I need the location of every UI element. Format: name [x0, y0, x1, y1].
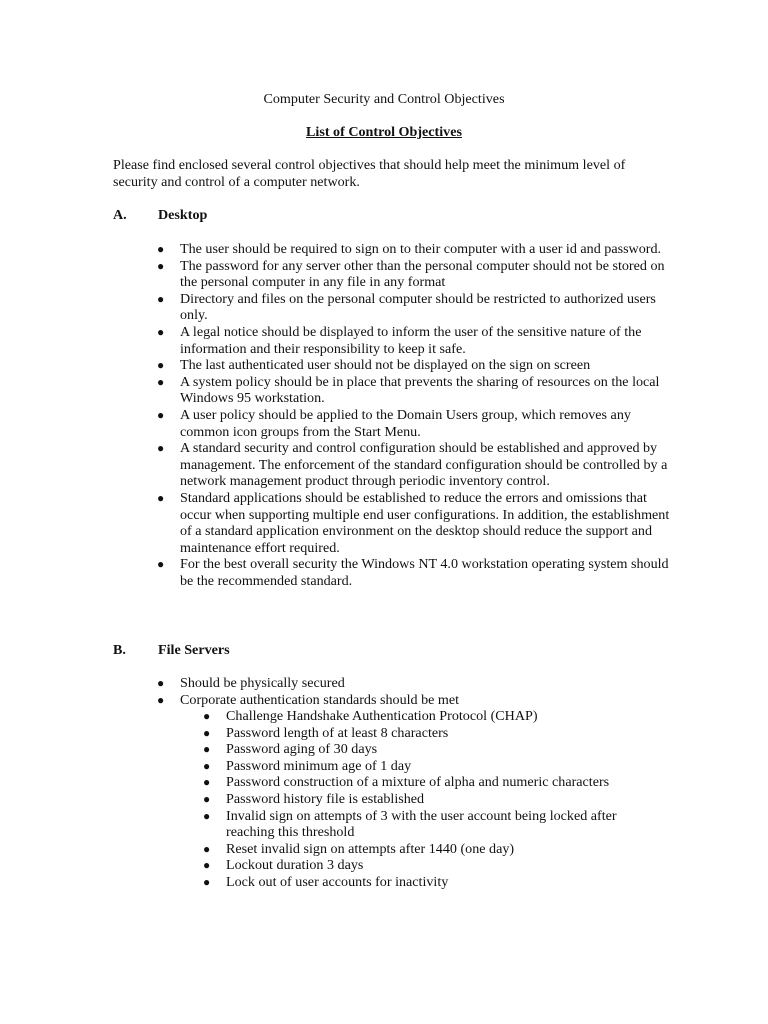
section-a-heading — [113, 207, 207, 224]
bullet-icon: ● — [157, 676, 165, 690]
document-title: Computer Security and Control Objectives — [263, 91, 505, 107]
section-b-title: File Servers — [158, 642, 230, 658]
sublist-item-text: Password length of at least 8 characters — [226, 724, 449, 741]
bullet-icon: ● — [203, 808, 211, 823]
bullet-icon: ● — [203, 841, 211, 856]
list-item — [157, 675, 670, 692]
section-b-list — [157, 675, 670, 708]
bullet-icon: ● — [157, 242, 165, 256]
sublist-item-text: Reset invalid sign on attempts after 1440 (one day) — [226, 840, 515, 857]
sublist-item-text: Challenge Handshake Authentication Protocol (CHAP) — [226, 708, 538, 724]
bullet-icon: ● — [157, 692, 165, 707]
intro-paragraph: Please find enclosed several control objectives that should help meet the minimum level of security and control of a computer network. — [113, 157, 626, 190]
list-item-text: Directory and files on the personal computer should be restricted to authorized users only. — [180, 290, 656, 324]
sublist-item-text: Password minimum age of 1 day — [226, 757, 412, 774]
sublist-item — [203, 807, 656, 841]
list-item — [157, 691, 670, 709]
list-item — [157, 357, 670, 374]
sublist-item-text: Invalid sign on attempts of 3 with the user account being locked after reaching this threshold — [226, 807, 617, 841]
section-a-letter: A. — [113, 207, 127, 223]
sublist-item — [203, 790, 656, 808]
list-item-text: Corporate authentication standards should be met — [180, 691, 460, 708]
bullet-icon: ● — [157, 258, 165, 273]
bullet-icon: ● — [203, 858, 211, 873]
bullet-icon: ● — [157, 358, 165, 373]
list-item-text: Standard applications should be established to reduce the errors and omissions that occur when supporting multiple end user configurations. In addition, the establishment of a standard application environment on the desktop should reduce the support and maintenance effort required. — [180, 489, 670, 556]
bullet-icon: ● — [203, 725, 211, 740]
bullet-icon: ● — [203, 758, 211, 773]
sublist-item — [203, 857, 656, 874]
sublist-item — [203, 708, 656, 725]
list-item-text: The last authenticated user should not be displayed on the sign on screen — [180, 357, 591, 374]
bullet-icon: ● — [203, 742, 211, 757]
section-a-list — [157, 241, 670, 589]
bullet-icon: ● — [203, 709, 211, 723]
list-item — [157, 406, 670, 440]
sublist-item — [203, 757, 656, 775]
bullet-icon: ● — [157, 407, 165, 422]
sublist-item — [203, 774, 656, 791]
bullet-icon: ● — [157, 291, 165, 306]
list-item — [157, 440, 670, 490]
list-item — [157, 489, 670, 556]
bullet-icon: ● — [157, 490, 165, 505]
sublist-item-text: Password aging of 30 days — [226, 741, 378, 758]
section-b-letter: B. — [113, 642, 126, 658]
sublist-item-text: Lock out of user accounts for inactivity — [226, 873, 449, 890]
sublist-item — [203, 840, 656, 858]
list-item-text: The user should be required to sign on to their computer with a user id and password. — [180, 241, 662, 257]
bullet-icon: ● — [203, 775, 211, 790]
list-item-text: For the best overall security the Windows NT 4.0 workstation operating system should be the recommended standard. — [180, 556, 669, 589]
list-item-text: Should be physically secured — [180, 675, 345, 691]
section-b-sublist — [203, 708, 656, 891]
sublist-item — [203, 724, 656, 742]
sublist-item-text: Password history file is established — [226, 790, 425, 807]
bullet-icon: ● — [157, 441, 165, 456]
list-item — [157, 257, 670, 291]
list-item — [157, 373, 670, 407]
list-item — [157, 323, 670, 357]
bullet-icon: ● — [203, 874, 211, 889]
list-item-text: A standard security and control configuration should be established and approved by management. The enforcement of the standard configuration should be controlled by a network management product through periodic inventory control. — [180, 440, 668, 490]
section-b-heading — [113, 642, 230, 659]
sublist-item — [203, 873, 656, 891]
document-subtitle: List of Control Objectives — [306, 124, 462, 140]
list-item-text: A system policy should be in place that prevents the sharing of resources on the local Windows 95 workstation. — [180, 373, 660, 407]
sublist-item-text: Lockout duration 3 days — [226, 857, 364, 874]
list-item — [157, 290, 670, 324]
list-item — [157, 241, 670, 258]
bullet-icon: ● — [157, 324, 165, 339]
sublist-item — [203, 741, 656, 758]
list-item-text: A legal notice should be displayed to inform the user of the sensitive nature of the information and their responsibility to keep it safe. — [180, 323, 642, 357]
list-item-text: A user policy should be applied to the Domain Users group, which removes any common icon groups from the Start Menu. — [180, 406, 631, 440]
section-a-title: Desktop — [158, 207, 208, 223]
sublist-item-text: Password construction of a mixture of alpha and numeric characters — [226, 774, 610, 791]
list-item-text: The password for any server other than the personal computer should not be stored on the personal computer in any file in any format — [180, 257, 665, 291]
list-item — [157, 556, 670, 589]
bullet-icon: ● — [157, 557, 165, 572]
bullet-icon: ● — [157, 374, 165, 389]
bullet-icon: ● — [203, 791, 211, 806]
